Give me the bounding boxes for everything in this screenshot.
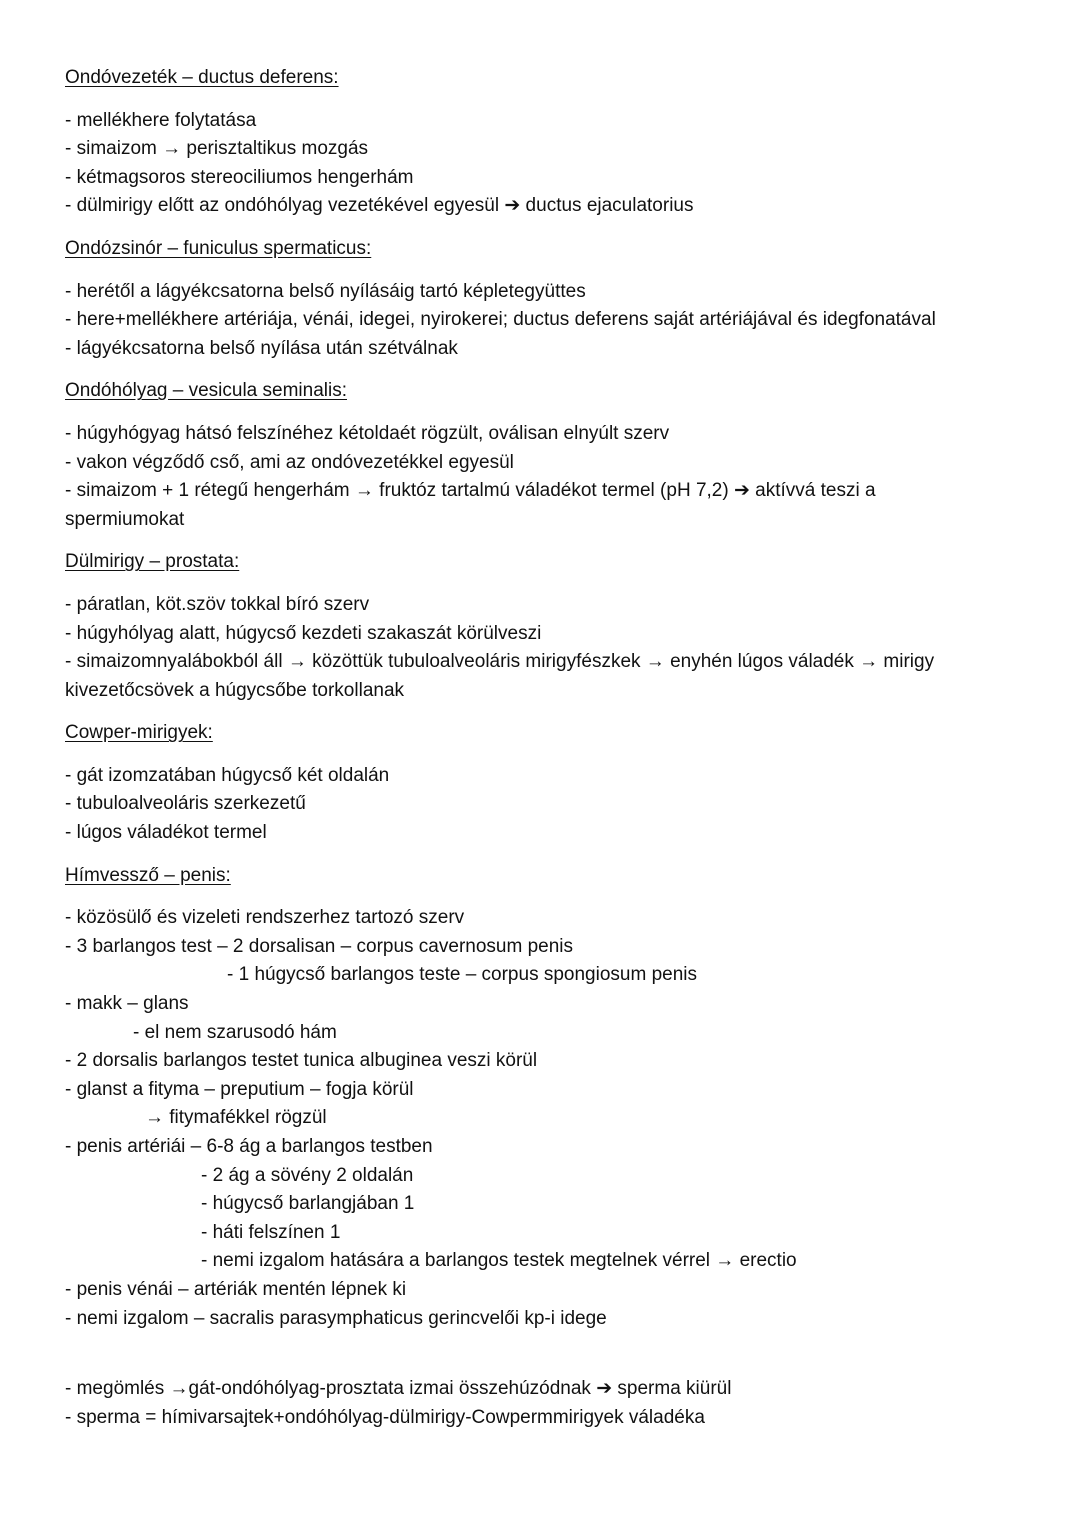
section-heading: Ondózsinór – funiculus spermaticus:: [65, 237, 372, 259]
section-heading: Hímvessző – penis:: [65, 864, 231, 886]
text-line-indented: - 2 ág a sövény 2 oldalán: [201, 1164, 414, 1186]
text-line: - kétmagsoros stereociliumos hengerhám: [65, 166, 414, 188]
section-cowper-mirigyek: [65, 719, 1020, 847]
text-line-indented: - el nem szarusodó hám: [133, 1021, 337, 1043]
section-heading: Ondóhólyag – vesicula seminalis:: [65, 380, 347, 402]
section-closing: [65, 1375, 1020, 1432]
section-vesicula-seminalis: [65, 377, 1020, 534]
section-ductus-deferens: [65, 64, 1020, 221]
text-line: - páratlan, köt.szöv tokkal bíró szerv: [65, 593, 370, 615]
section-heading: Ondóvezeték – ductus deferens:: [65, 67, 339, 88]
section-penis: [65, 862, 1020, 1334]
text-line: - penis vénái – artériák mentén lépnek ki: [65, 1278, 407, 1300]
text-line: - húgyhógyag hátsó felszínéhez kétoldaét rögzült, oválisan elnyúlt szerv: [65, 422, 670, 444]
text-line: - simaizom → perisztaltikus mozgás: [65, 138, 369, 160]
text-line: - simaizomnyalábokból áll → közöttük tubuloalveoláris mirigyfészkek → enyhén lúgos váladék → mirigy kivezetőcsövek a húgycsőbe torkollanak: [65, 651, 935, 701]
section-prostata: [65, 548, 1020, 705]
text-line-indented: - háti felszínen 1: [201, 1221, 341, 1243]
text-line-indented: → fitymafékkel rögzül: [145, 1107, 327, 1129]
text-line-indented: - nemi izgalom hatására a barlangos testek megtelnek vérrel → erectio: [201, 1250, 797, 1272]
section-funiculus-spermaticus: [65, 235, 1020, 363]
text-line: - tubuloalveoláris szerkezetű: [65, 793, 306, 815]
text-line: - vakon végződő cső, ami az ondóvezetékkel egyesül: [65, 451, 514, 473]
text-line: - lágyékcsatorna belső nyílása után szétválnak: [65, 337, 458, 359]
text-line: - megömlés →gát-ondóhólyag-prosztata izmai összehúzódnak ➔ sperma kiürül: [65, 1378, 732, 1400]
text-line: - húgyhólyag alatt, húgycső kezdeti szakaszát körülveszi: [65, 622, 542, 644]
section-heading: Dülmirigy – prostata:: [65, 551, 240, 573]
text-line: - glanst a fityma – preputium – fogja körül: [65, 1078, 414, 1100]
text-line: - here+mellékhere artériája, vénái, idegei, nyirokerei; ductus deferens saját artériájával és idegfonatával: [65, 309, 936, 331]
text-line: - simaizom + 1 rétegű hengerhám → fruktóz tartalmú váladékot termel (pH 7,2) ➔ aktívvá teszi a spermiumokat: [65, 480, 876, 530]
text-line: - lúgos váladékot termel: [65, 822, 267, 844]
text-line-indented: - 1 húgycső barlangos teste – corpus spongiosum penis: [227, 964, 697, 986]
text-line: - dülmirigy előtt az ondóhólyag vezetékével egyesül ➔ ductus ejaculatorius: [65, 195, 694, 217]
text-line: - nemi izgalom – sacralis parasymphaticus gerincvelői kp-i idege: [65, 1307, 607, 1329]
section-heading: Cowper-mirigyek:: [65, 722, 213, 744]
text-line-indented: - húgycső barlangjában 1: [201, 1193, 415, 1215]
text-line: - közösülő és vizeleti rendszerhez tartozó szerv: [65, 907, 465, 929]
text-line: - gát izomzatában húgycső két oldalán: [65, 764, 390, 786]
text-line: - sperma = hímivarsajtek+ondóhólyag-dülmirigy-Cowpermmirigyek váladéka: [65, 1406, 705, 1428]
text-line: - herétől a lágyékcsatorna belső nyílásáig tartó képletegyüttes: [65, 280, 586, 302]
text-line: - 2 dorsalis barlangos testet tunica albuginea veszi körül: [65, 1050, 538, 1072]
blank-line: [65, 1347, 1020, 1375]
text-line: - makk – glans: [65, 993, 189, 1015]
text-line: - mellékhere folytatása: [65, 109, 257, 131]
text-line: - penis artériái – 6-8 ág a barlangos testben: [65, 1136, 433, 1157]
text-line: - 3 barlangos test – 2 dorsalisan – corpus cavernosum penis: [65, 935, 573, 957]
